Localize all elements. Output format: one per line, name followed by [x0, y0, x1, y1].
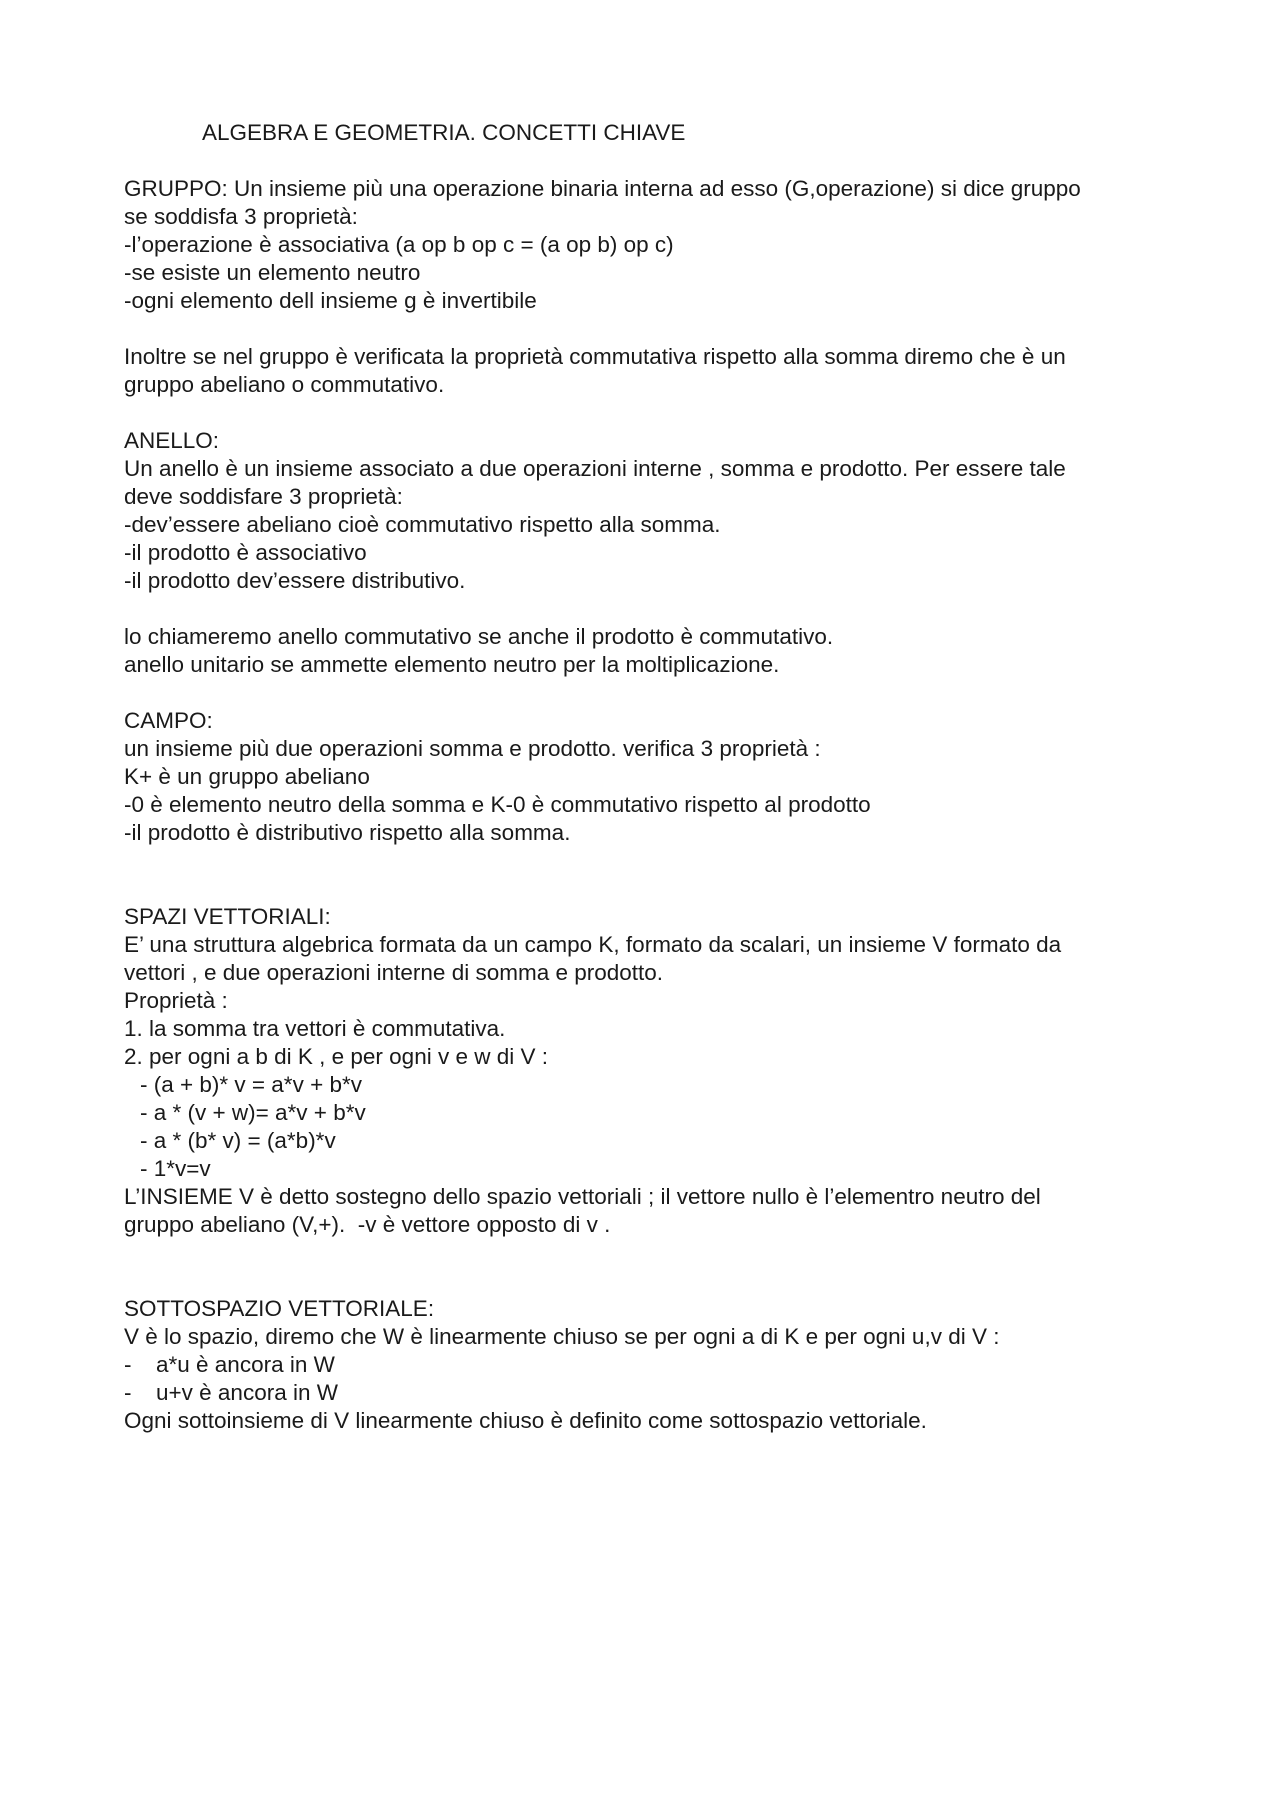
spazi-line: 1. la somma tra vettori è commutativa. [124, 1016, 506, 1041]
list-dash: - [124, 1352, 132, 1377]
gruppo-line: -ogni elemento dell insieme g è invertibile [124, 288, 537, 313]
document-page [124, 119, 1164, 1435]
campo-line: un insieme più due operazioni somma e prodotto. verifica 3 proprietà : [124, 736, 821, 761]
anello-line: -dev’essere abeliano cioè commutativo rispetto alla somma. [124, 512, 721, 537]
list-item-text: a*u è ancora in W [156, 1352, 335, 1377]
anello-line: -il prodotto dev’essere distributivo. [124, 568, 466, 593]
anello-heading: ANELLO: [124, 428, 220, 453]
section-gruppo [124, 175, 1164, 399]
spazi-line: 2. per ogni a b di K , e per ogni v e w di V : [124, 1044, 548, 1069]
spazi-formula: - a * (v + w)= a*v + b*v [140, 1100, 366, 1125]
gruppo-line: -se esiste un elemento neutro [124, 260, 421, 285]
spazi-closing: gruppo abeliano (V,+). -v è vettore opposto di v . [124, 1212, 611, 1237]
campo-heading: CAMPO: [124, 708, 213, 733]
section-spazi-vettoriali [124, 903, 1164, 1239]
sottospazio-heading: SOTTOSPAZIO VETTORIALE: [124, 1296, 435, 1321]
anello-line: deve soddisfare 3 proprietà: [124, 484, 403, 509]
sottospazio-intro: V è lo spazio, diremo che W è linearmente chiuso se per ogni a di K e per ogni u,v di V : [124, 1324, 1000, 1349]
section-sottospazio [124, 1295, 1164, 1435]
document-title: ALGEBRA E GEOMETRIA. CONCETTI CHIAVE [202, 120, 686, 145]
gruppo-note: gruppo abeliano o commutativo. [124, 372, 445, 397]
spacer [124, 1239, 1164, 1295]
spacer [124, 399, 1164, 427]
spacer [124, 595, 1164, 623]
spazi-formula: - a * (b* v) = (a*b)*v [140, 1128, 336, 1153]
spazi-closing: L’INSIEME V è detto sostegno dello spazio vettoriali ; il vettore nullo è l’elementro neutro del [124, 1184, 1041, 1209]
campo-line: -il prodotto è distributivo rispetto alla somma. [124, 820, 571, 845]
gruppo-line: se soddisfa 3 proprietà: [124, 204, 358, 229]
spazi-line: Proprietà : [124, 988, 228, 1013]
anello-note: lo chiameremo anello commutativo se anche il prodotto è commutativo. [124, 624, 834, 649]
section-campo [124, 707, 1164, 847]
spacer [124, 847, 1164, 903]
campo-line: K+ è un gruppo abeliano [124, 764, 370, 789]
list-item [124, 1351, 1164, 1379]
list-item-text: u+v è ancora in W [156, 1380, 338, 1405]
anello-line: Un anello è un insieme associato a due operazioni interne , somma e prodotto. Per essere tale [124, 456, 1066, 481]
spazi-formula: - (a + b)* v = a*v + b*v [140, 1072, 362, 1097]
spazi-line: vettori , e due operazioni interne di somma e prodotto. [124, 960, 664, 985]
gruppo-line: -l’operazione è associativa (a op b op c = (a op b) op c) [124, 232, 674, 257]
sottospazio-closing: Ogni sottoinsieme di V linearmente chiuso è definito come sottospazio vettoriale. [124, 1408, 927, 1433]
spacer [124, 315, 1164, 343]
anello-line: -il prodotto è associativo [124, 540, 367, 565]
spazi-formula: - 1*v=v [140, 1156, 211, 1181]
list-dash: - [124, 1380, 132, 1405]
spazi-heading: SPAZI VETTORIALI: [124, 904, 331, 929]
anello-note: anello unitario se ammette elemento neutro per la moltiplicazione. [124, 652, 780, 677]
gruppo-line: GRUPPO: Un insieme più una operazione binaria interna ad esso (G,operazione) si dice gruppo [124, 176, 1081, 201]
campo-line: -0 è elemento neutro della somma e K-0 è commutativo rispetto al prodotto [124, 792, 871, 817]
list-item [124, 1379, 1164, 1407]
spacer [124, 147, 1164, 175]
gruppo-note: Inoltre se nel gruppo è verificata la proprietà commutativa rispetto alla somma diremo che è un [124, 344, 1066, 369]
spacer [124, 679, 1164, 707]
spazi-line: E’ una struttura algebrica formata da un campo K, formato da scalari, un insieme V formato da [124, 932, 1062, 957]
section-anello [124, 427, 1164, 679]
